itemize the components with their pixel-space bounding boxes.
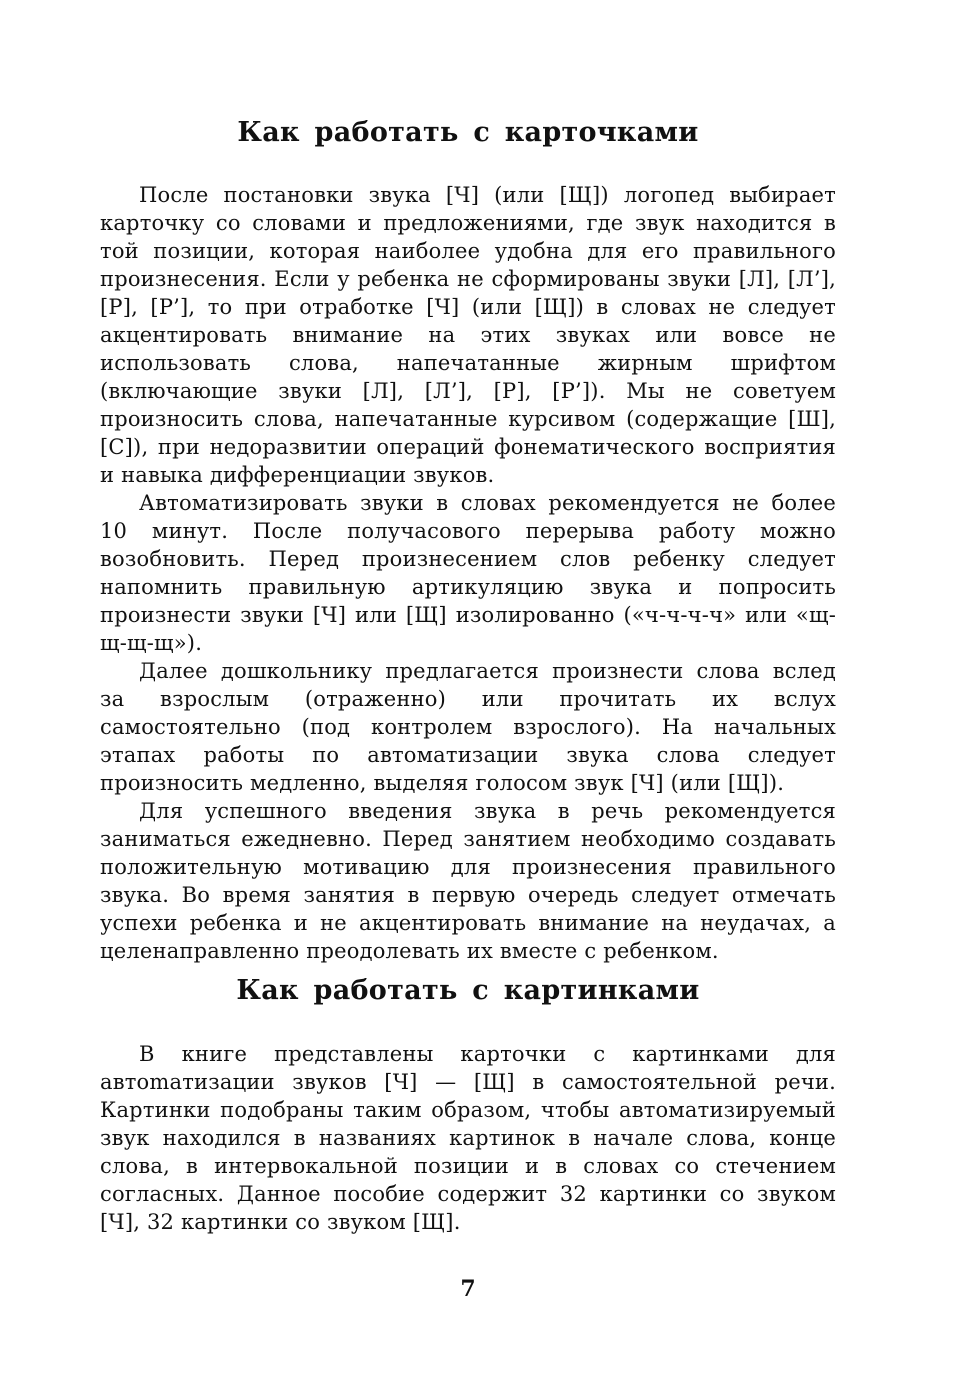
paragraph: В книге представлены карточки с картинками для автоmатизации звуков [Ч] — [Щ] в самостоятельной речи. Картинки подобраны таким образом, чтобы автоматизируемый звук находился в названиях картинок в начале слова, конце слова, в интервокальной позиции и в словах со стечением согласных. Данное пособие содержит 32 картинки со звуком [Ч], 32 картинки со звуком [Щ].	[100, 1042, 836, 1234]
paragraph: Далее дошкольнику предлагается произнести слова вслед за взрослым (отраженно) или прочитать их вслух самостоятельно (под контролем взрослого). На начальных этапах работы по автоматизации звука слова следует произносить медленно, выделяя голосом звук [Ч] (или [Щ]).	[100, 659, 836, 795]
page-number: 7	[460, 1276, 476, 1302]
section-cards-body	[100, 181, 836, 965]
document-page	[100, 0, 836, 1375]
paragraph: Автоматизировать звуки в словах рекомендуется не более 10 минут. После получасового перерыва работу можно возобновить. Перед произнесением слов ребенку следует напомнить правильную артикуляцию звука и попросить произнести звуки [Ч] или [Щ] изолированно («ч-ч-ч-ч» или «щ-щ-щ-щ»).	[100, 491, 836, 655]
paragraph: После постановки звука [Ч] (или [Щ]) логопед выбирает карточку со словами и предложениями, где звук находится в той позиции, которая наиболее удобна для его правильного произнесения. Если у ребенка не сформированы звуки [Л], [Л’], [Р], [Р’], то при отработке [Ч] (или [Щ]) в словах не следует акцентировать внимание на этих звуках или вовсе не использовать слова, напечатанные жирным шрифтом (включающие звуки [Л], [Л’], [Р], [Р’]). Мы не советуем произносить слова, напечатанные курсивом (содержащие [Ш], [С]), при недоразвитии операций фонематического восприятия и навыка дифференциации звуков.	[100, 183, 836, 487]
section-title-pictures: Как работать с картинками	[236, 975, 700, 1006]
paragraph: Для успешного введения звука в речь рекомендуется заниматься ежедневно. Перед занятием необходимо создавать положительную мотивацию для произнесения правильного звука. Во время занятия в первую очередь следует отмечать успехи ребенка и не акцентировать внимание на неудачах, а целенаправленно преодолевать их вместе с ребенком.	[100, 799, 836, 963]
section-title-cards: Как работать с карточками	[237, 117, 699, 148]
section-pictures-body	[100, 1040, 836, 1236]
